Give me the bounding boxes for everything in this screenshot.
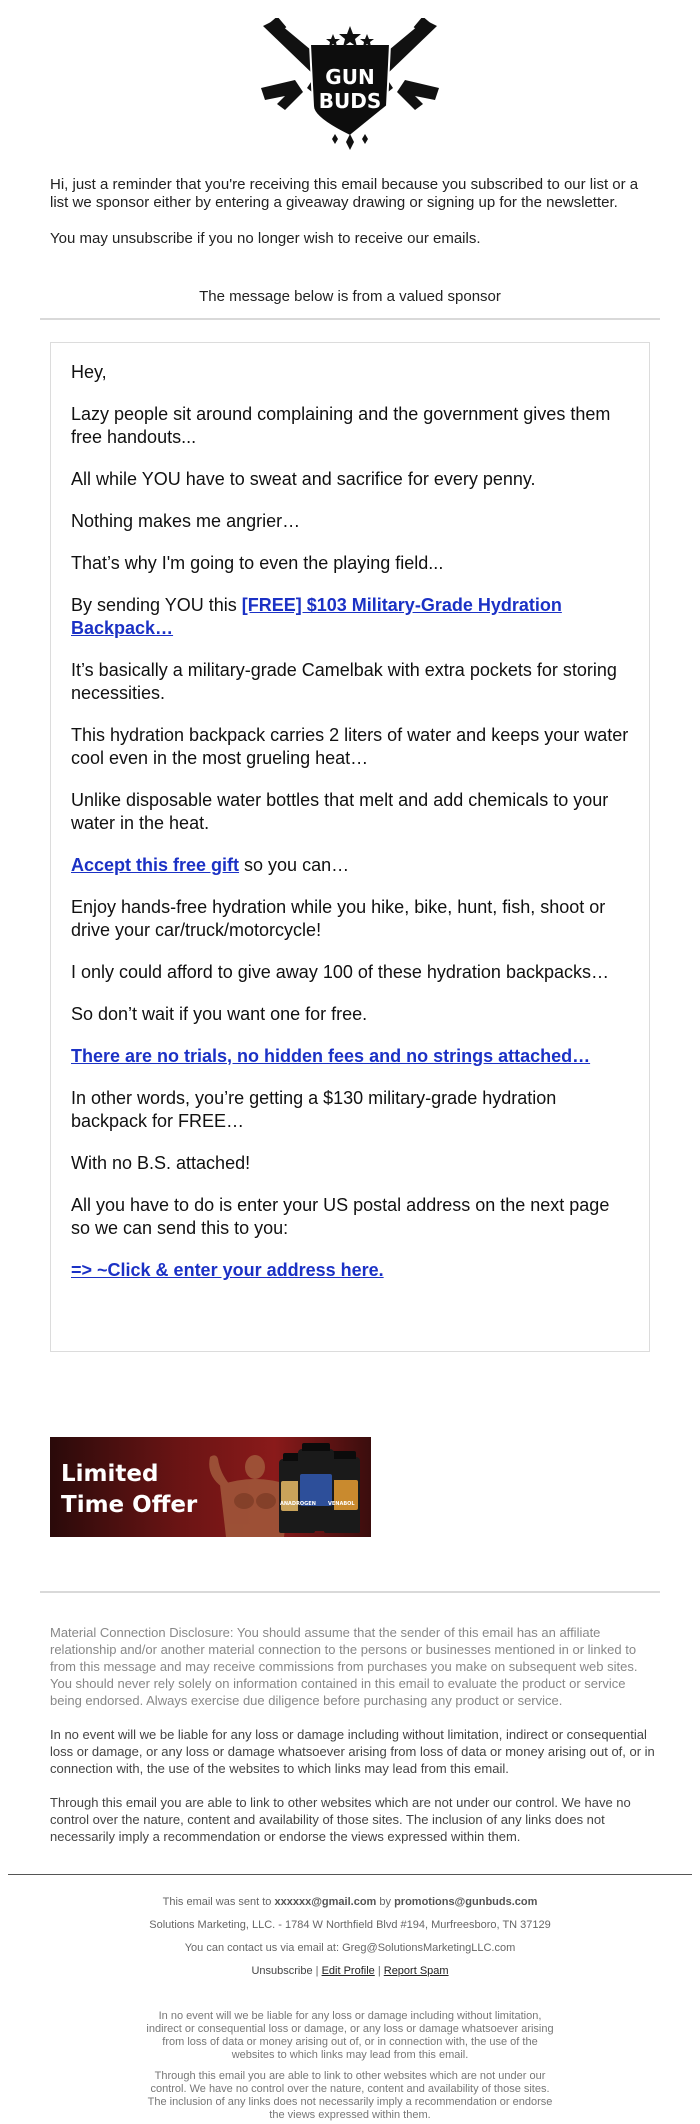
intro-section [50, 176, 660, 266]
sent-to-line [0, 1894, 700, 1917]
separator: | [374, 1965, 384, 1977]
no-trials-link[interactable]: There are no trials, no hidden fees and no strings attached… [71, 1046, 591, 1066]
contact-line: You can contact us via email at: Greg@SolutionsMarketingLLC.com [184, 1942, 516, 1954]
enter-address-link[interactable]: => ~Click & enter your address here. [71, 1260, 384, 1280]
message-text: so you can… [239, 855, 350, 875]
separator: | [312, 1965, 322, 1977]
message-paragraph: It’s basically a military-grade Camelbak with extra pockets for storing necessities. [71, 660, 617, 703]
external-links-disclaimer: Through this email you are able to link to other websites which are not under our control. We have no control over the nature, content and availability of those sites. The inclusion of any links does not necessarily imply a recommendation or endorse the views expressed within them. [50, 1795, 631, 1844]
footer-text: by [376, 1896, 395, 1908]
intro-reminder-text: Hi, just a reminder that you're receiving this email because you subscribed to our list or a list we sponsor either by entering a giveaway drawing or signing up for the newsletter. [50, 176, 639, 211]
accept-gift-link[interactable]: Accept this free gift [71, 855, 240, 875]
message-paragraph-with-link [71, 854, 629, 877]
recipient-email: xxxxxx@gmail.com [274, 1896, 377, 1908]
gunbuds-logo[interactable] [255, 18, 445, 150]
message-paragraph: All while YOU have to sweat and sacrifice for every penny. [71, 469, 536, 489]
message-paragraph: So don’t wait if you want one for free. [71, 1004, 368, 1024]
divider [8, 1874, 692, 1875]
message-text: By sending YOU this [71, 595, 242, 615]
message-paragraph: That’s why I'm going to even the playing field... [71, 553, 444, 573]
liability-disclaimer: In no event will we be liable for any loss or damage including without limitation, indirect or consequential loss or damage, or any loss or damage whatsoever arising from loss of data or money arising out of, or in connection with, the use of the websites to which links may lead from this email. [50, 1727, 655, 1776]
message-paragraph-with-link [71, 594, 629, 640]
footer-links [0, 1963, 700, 1986]
message-paragraph: In other words, you’re getting a $130 military-grade hydration backpack for FREE… [71, 1088, 557, 1131]
free-backpack-link[interactable]: [FREE] $103 Military-Grade Hydration Backpack… [71, 595, 562, 638]
email-footer [0, 1894, 700, 1986]
supplement-bottle [298, 1449, 334, 1531]
company-address: Solutions Marketing, LLC. - 1784 W Northfield Blvd #194, Murfreesboro, TN 37129 [149, 1919, 551, 1931]
report-spam-link[interactable]: Report Spam [383, 1965, 449, 1977]
banner-line-1: Limited [61, 1461, 159, 1487]
disclosure-section [50, 1624, 655, 1862]
product-name-left: ANADROGEN [280, 1501, 316, 1507]
message-paragraph: Unlike disposable water bottles that melt and add chemicals to your water in the heat. [71, 790, 609, 833]
product-labels [276, 1497, 368, 1509]
message-paragraph-with-link [71, 1259, 629, 1282]
message-paragraph-with-link [71, 1045, 629, 1068]
message-paragraph: All you have to do is enter your US postal address on the next page so we can send this to you: [71, 1195, 610, 1238]
banner-headline [61, 1459, 197, 1521]
material-connection-disclosure: Material Connection Disclosure: You should assume that the sender of this email has an affiliate relationship and/or another material connection to the persons or businesses mentioned in or linked to from this message and may receive commissions from purchases you make on subsequent web sites. You should never rely solely on information contained in this email to evaluate the product or service being endorsed. Always exercise due diligence before purchasing any product or service. [50, 1625, 638, 1708]
intro-unsubscribe-text: You may unsubscribe if you no longer wish to receive our emails. [50, 230, 481, 247]
footer-liability-fine-print: In no event will we be liable for any loss or damage including without limitation, indirect or consequential loss or damage, or any loss or damage whatsoever arising from loss of data or money arising out of, or in connection with, the use of the websites to which links may lead from this email. [146, 2010, 554, 2061]
edit-profile-link[interactable]: Edit Profile [321, 1965, 375, 1977]
message-paragraph: Nothing makes me angrier… [71, 511, 301, 531]
sender-email: promotions@gunbuds.com [394, 1896, 538, 1908]
message-paragraph: With no B.S. attached! [71, 1153, 251, 1173]
message-paragraph: Lazy people sit around complaining and the government gives them free handouts... [71, 404, 611, 447]
footer-links-fine-print: Through this email you are able to link to other websites which are not under our control. We have no control over the nature, content and availability of those sites. The inclusion of any links does not necessarily imply a recommendation or endorse the views expressed within them. [147, 2070, 553, 2121]
sponsor-message-box [50, 342, 650, 1352]
divider [40, 318, 660, 320]
message-paragraph: I only could afford to give away 100 of these hydration backpacks… [71, 962, 609, 982]
logo-text-buds: BUDS [318, 89, 382, 113]
divider [40, 1591, 660, 1593]
message-paragraph: This hydration backpack carries 2 liters of water and keeps your water cool even in the most grueling heat… [71, 725, 629, 768]
footer-text: This email was sent to [162, 1896, 275, 1908]
message-paragraph: Enjoy hands-free hydration while you hike, bike, hunt, fish, shoot or drive your car/truck/motorcycle! [71, 897, 606, 940]
logo-text-gun: GUN [325, 65, 375, 89]
product-name-right: VENABOL [328, 1501, 355, 1507]
banner-line-2: Time Offer [61, 1492, 198, 1518]
unsubscribe-link[interactable]: Unsubscribe [251, 1965, 313, 1977]
message-greeting: Hey, [71, 362, 107, 382]
limited-time-offer-banner[interactable] [50, 1437, 371, 1537]
sponsor-note: The message below is from a valued sponsor [199, 288, 501, 305]
